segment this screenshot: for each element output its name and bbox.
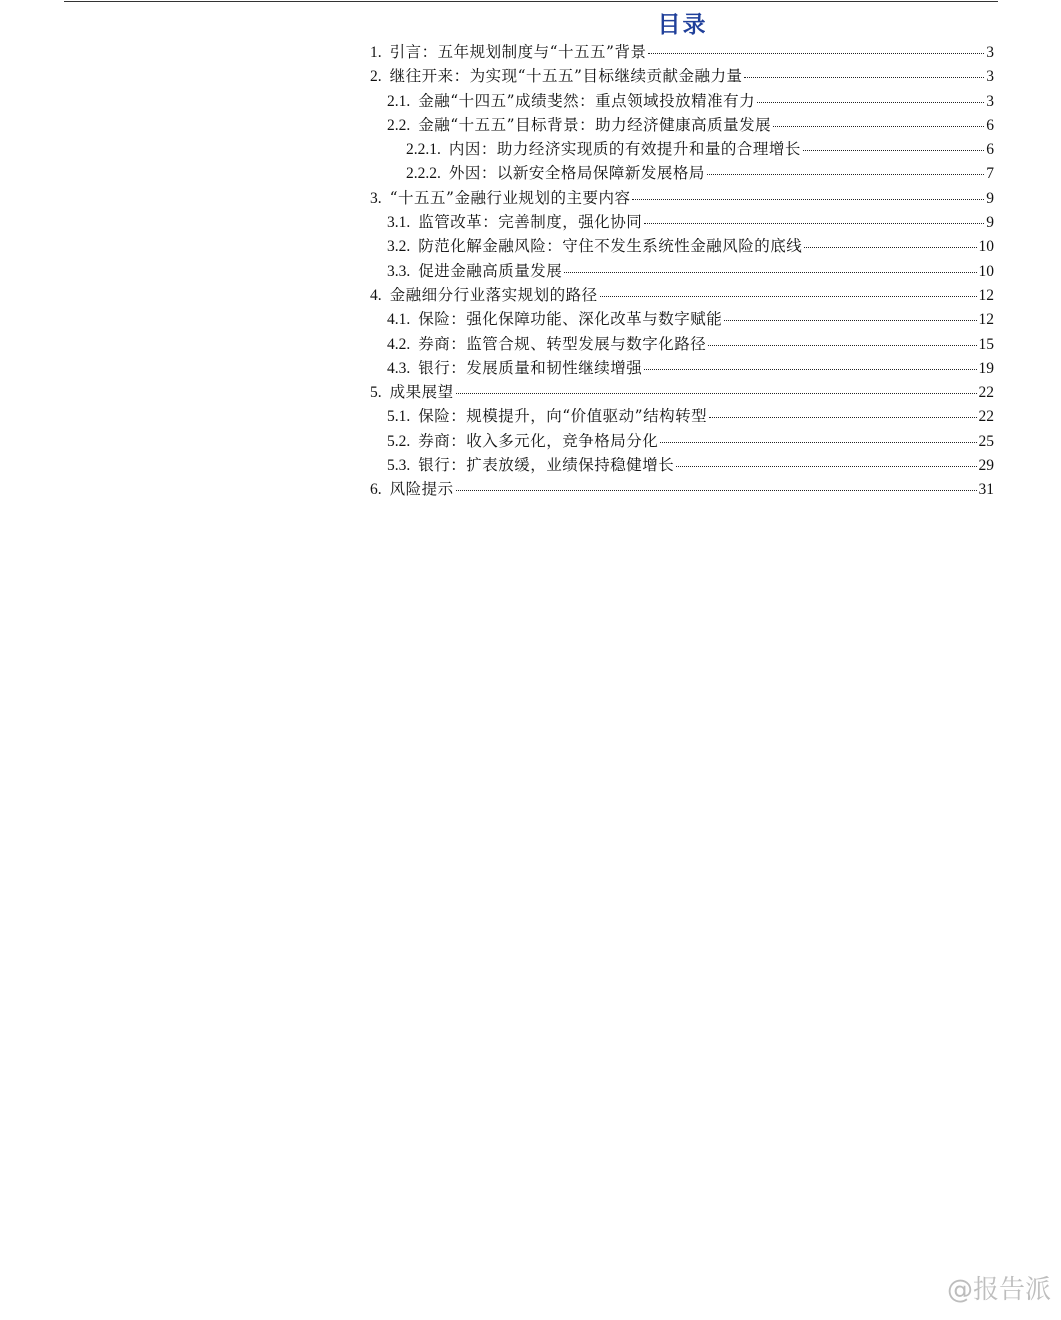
toc-entry-text: 内因：助力经济实现质的有效提升和量的合理增长: [448, 140, 801, 159]
toc-entry-text: 券商：监管合规、转型发展与数字化路径: [418, 334, 707, 353]
toc-entry-page: 7: [986, 165, 994, 183]
toc-entry-text: 外因：以新安全格局保障新发展格局: [448, 164, 705, 183]
toc-entry-number: 2.: [370, 68, 382, 86]
toc-entry-page: 9: [986, 214, 994, 232]
toc-entry-page: 3: [986, 68, 994, 86]
toc-dot-leader: [707, 174, 984, 175]
toc-entry[interactable]: [370, 210, 994, 234]
toc-entry-number: 4.3.: [387, 359, 411, 377]
toc-entry-page: 22: [978, 408, 994, 426]
toc-entry-page: 29: [978, 457, 994, 475]
toc-entry-number: 2.2.1.: [406, 141, 441, 159]
toc-entry-page: 12: [978, 286, 994, 304]
toc-entry[interactable]: [370, 332, 994, 356]
toc-entry[interactable]: [370, 186, 994, 210]
toc-entry-number: 4.2.: [387, 335, 411, 353]
toc-entry[interactable]: [370, 477, 994, 501]
toc-entry[interactable]: [370, 89, 994, 113]
toc-dot-leader: [660, 442, 976, 443]
toc-entry-page: 31: [978, 481, 994, 499]
toc-dot-leader: [708, 345, 976, 346]
header-rule: [64, 1, 998, 2]
toc-dot-leader: [564, 272, 976, 273]
toc-dot-leader: [600, 296, 977, 297]
toc-dot-leader: [456, 393, 977, 394]
toc-dot-leader: [724, 320, 976, 321]
toc-entry-text: 促进金融高质量发展: [418, 261, 563, 280]
toc-entry-text: 防范化解金融风险：守住不发生系统性金融风险的底线: [418, 237, 803, 256]
toc-entry-page: 19: [978, 359, 994, 377]
toc-entry-text: 金融“十五五”目标背景：助力经济健康高质量发展: [418, 115, 772, 134]
toc-dot-leader: [744, 77, 984, 78]
toc-entry-text: 银行：发展质量和韧性继续增强: [418, 358, 643, 377]
toc-entry-number: 4.1.: [387, 311, 411, 329]
toc-entry-text: 风险提示: [389, 480, 454, 499]
toc-entry-page: 12: [978, 311, 994, 329]
toc-entry-page: 9: [986, 189, 994, 207]
toc-entry-text: 券商：收入多元化，竞争格局分化: [418, 431, 659, 450]
toc-entry[interactable]: [370, 429, 994, 453]
toc-dot-leader: [632, 199, 984, 200]
toc-dot-leader: [648, 53, 984, 54]
toc-entry[interactable]: [370, 259, 994, 283]
toc-entry-number: 5.3.: [387, 457, 411, 475]
toc-dot-leader: [644, 223, 984, 224]
toc-entry[interactable]: [370, 64, 994, 88]
toc-entry-text: 监管改革：完善制度，强化协同: [418, 213, 643, 232]
toc-entry-page: 10: [978, 262, 994, 280]
toc-dot-leader: [456, 490, 977, 491]
toc-entry[interactable]: [370, 234, 994, 258]
toc-entry[interactable]: [370, 356, 994, 380]
toc-dot-leader: [804, 247, 976, 248]
toc-entry[interactable]: [370, 380, 994, 404]
toc-entry-page: 6: [986, 141, 994, 159]
toc-entry[interactable]: [370, 404, 994, 428]
toc-entry-number: 5.: [370, 384, 382, 402]
watermark-text: @报告派: [946, 1275, 1051, 1305]
toc-entry-number: 3.2.: [387, 238, 411, 256]
toc-entry-number: 6.: [370, 481, 382, 499]
toc-entry-page: 3: [986, 92, 994, 110]
toc-entry-number: 2.2.2.: [406, 165, 441, 183]
toc-entry[interactable]: [370, 307, 994, 331]
table-of-contents: [370, 40, 994, 502]
toc-entry-number: 3.3.: [387, 262, 411, 280]
toc-entry-number: 3.1.: [387, 214, 411, 232]
toc-entry-page: 6: [986, 116, 994, 134]
toc-title: 目录: [657, 12, 708, 38]
toc-entry-page: 10: [978, 238, 994, 256]
toc-entry-page: 15: [978, 335, 994, 353]
toc-entry-text: 引言：五年规划制度与“十五五”背景: [389, 43, 647, 61]
toc-entry[interactable]: [370, 113, 994, 137]
toc-entry[interactable]: [370, 40, 994, 64]
toc-dot-leader: [803, 150, 984, 151]
toc-entry-number: 4.: [370, 286, 382, 304]
toc-entry[interactable]: [370, 161, 994, 185]
toc-dot-leader: [644, 369, 976, 370]
toc-entry-text: 继往开来：为实现“十五五”目标继续贡献金融力量: [389, 67, 743, 86]
toc-dot-leader: [773, 126, 984, 127]
toc-entry-text: 银行：扩表放缓，业绩保持稳健增长: [418, 456, 675, 475]
toc-entry-number: 3.: [370, 189, 382, 207]
toc-entry-number: 2.2.: [387, 116, 411, 134]
toc-entry[interactable]: [370, 453, 994, 477]
toc-dot-leader: [757, 102, 984, 103]
toc-dot-leader: [709, 417, 976, 418]
toc-entry[interactable]: [370, 283, 994, 307]
toc-entry-text: 保险：强化保障功能、深化改革与数字赋能: [418, 310, 723, 329]
toc-entry-text: “十五五”金融行业规划的主要内容: [389, 188, 631, 207]
toc-dot-leader: [676, 466, 976, 467]
toc-entry-page: 22: [978, 384, 994, 402]
toc-entry-text: 金融细分行业落实规划的路径: [389, 285, 598, 304]
toc-entry-number: 5.2.: [387, 432, 411, 450]
toc-entry[interactable]: [370, 137, 994, 161]
toc-entry-text: 保险：规模提升，向“价值驱动”结构转型: [418, 407, 708, 426]
toc-entry-number: 5.1.: [387, 408, 411, 426]
toc-entry-page: 3: [986, 44, 994, 61]
toc-entry-number: 1.: [370, 44, 382, 61]
toc-entry-text: 金融“十四五”成绩斐然：重点领域投放精准有力: [418, 91, 756, 110]
toc-entry-number: 2.1.: [387, 92, 411, 110]
toc-entry-text: 成果展望: [389, 383, 454, 402]
toc-entry-page: 25: [978, 432, 994, 450]
